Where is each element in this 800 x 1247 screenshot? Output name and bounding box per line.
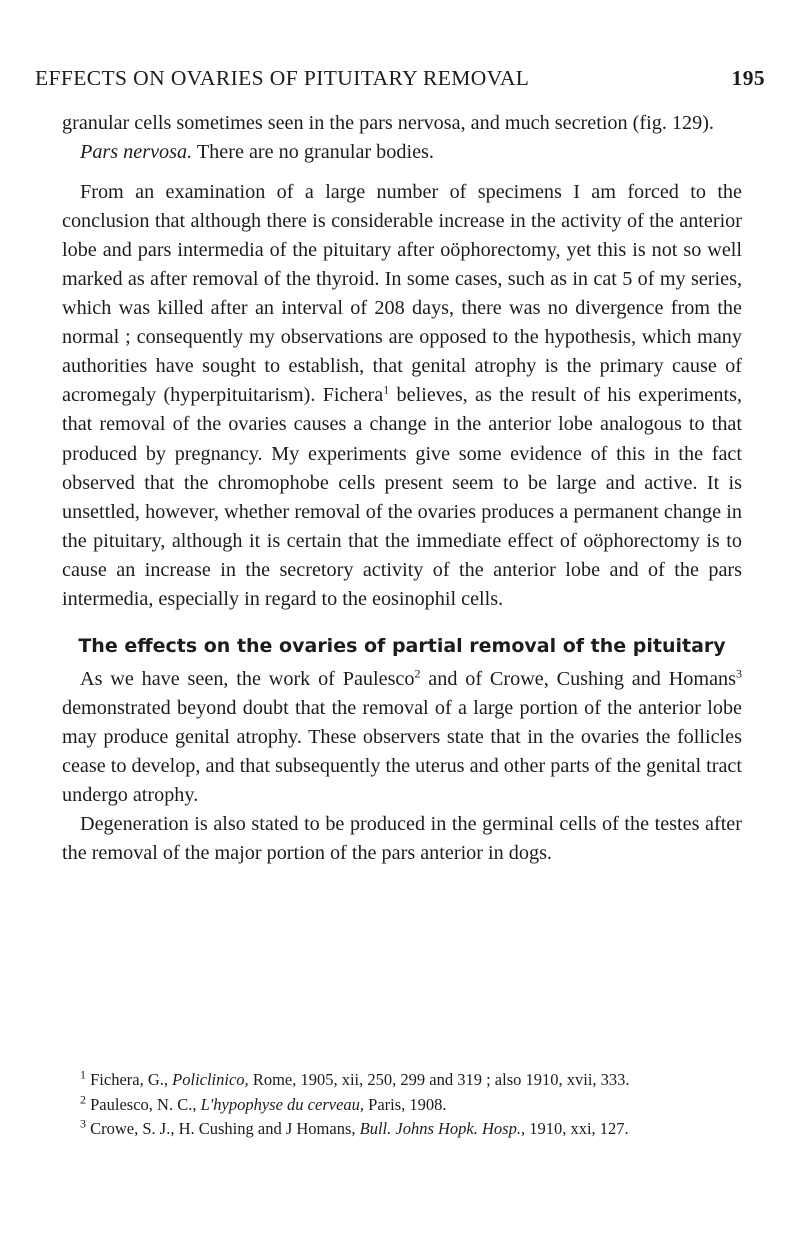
- footnote-3: [62, 1117, 742, 1142]
- running-head-title: EFFECTS ON OVARIES OF PITUITARY REMOVAL: [35, 66, 530, 90]
- footnote-title: Bull. Johns Hopk. Hosp.,: [359, 1119, 526, 1139]
- footnote-2: [62, 1093, 742, 1118]
- footnote-number: 2: [80, 1092, 86, 1107]
- footnote-number: 3: [80, 1116, 86, 1131]
- paragraph-4: [62, 665, 742, 810]
- footnote-text: Crowe, S. J., H. Cushing and J Homans,: [86, 1119, 360, 1139]
- footnote-text: Paulesco, N. C.,: [86, 1094, 201, 1114]
- footnote-title: L'hypophyse du cerveau,: [200, 1094, 365, 1114]
- footnote-ref-1: 1: [383, 382, 390, 397]
- paragraph-4-part-b: and of Crowe, Cushing and Homans: [420, 667, 736, 690]
- paragraph-5: Degeneration is also stated to be produced in the germinal cells of the testes after the removal of the major portion of the pars anterior in dogs.: [62, 813, 742, 865]
- footnote-ref-2: 2: [414, 666, 421, 681]
- footnote-number: 1: [80, 1067, 86, 1082]
- paragraph-3-part-a: From an examination of a large number of specimens I am forced to the conclusion that although there is considerable increase in the activity of the anterior lobe and pars intermedia of the pituitary after oöphorectomy, yet this is not so well marked as after removal of the thyroid. In some cases, such as in cat 5 of my series, which was killed after an interval of 208 days, there was no divergence from the normal ; consequently my observations are opposed to the hypothesis, which many authorities have sought to establish, that genital atrophy is the primary cause of acromegaly (hyperpituitarism). Fichera: [62, 181, 742, 407]
- paragraph-4-part-c: demonstrated beyond doubt that the removal of a large portion of the anterior lobe may produce genital atrophy. These observers state that in the ovaries the follicles cease to develop, and that subsequently the uterus and other parts of the genital tract undergo atrophy.: [62, 696, 742, 806]
- footnote-text: 1910, xxi, 127.: [525, 1119, 629, 1139]
- paragraph-4-part-a: As we have seen, the work of Paulesco: [80, 667, 415, 690]
- paragraph-3: [62, 178, 742, 614]
- paragraph-2: [62, 138, 742, 167]
- footnote-ref-3: 3: [736, 666, 742, 681]
- footnote-text: Rome, 1905, xii, 250, 299 and 319 ; also 1910, xvii, 333.: [248, 1070, 630, 1089]
- footnote-text: Fichera, G.,: [86, 1070, 173, 1089]
- paragraph-1: granular cells sometimes seen in the pars nervosa, and much secretion (fig. 129).: [62, 112, 714, 134]
- body-text: [62, 109, 742, 868]
- pars-nervosa-lead: Pars nervosa.: [80, 141, 193, 164]
- paragraph-2-text: There are no granular bodies.: [192, 141, 434, 164]
- section-heading: The effects on the ovaries of partial removal of the pituitary: [78, 634, 726, 657]
- footnote-1: [62, 1068, 742, 1093]
- paragraph-3-part-b: believes, as the result of his experiments, that removal of the ovaries causes a change in the anterior lobe analogous to that produced by pregnancy. My experiments give some evidence of this in the fact observed that the chromophobe cells present seem to be large and active. It is unsettled, however, whether removal of the ovaries produces a permanent change in the pituitary, although it is certain that the immediate effect of oöphorectomy is to cause an increase in the secretory activity of the anterior lobe and of the pars intermedia, especially in regard to the eosinophil cells.: [62, 384, 742, 610]
- footnote-text: Paris, 1908.: [364, 1094, 447, 1114]
- footnote-title: Policlinico,: [172, 1070, 249, 1089]
- footnotes: [62, 1068, 742, 1142]
- page-number: 195: [731, 66, 765, 90]
